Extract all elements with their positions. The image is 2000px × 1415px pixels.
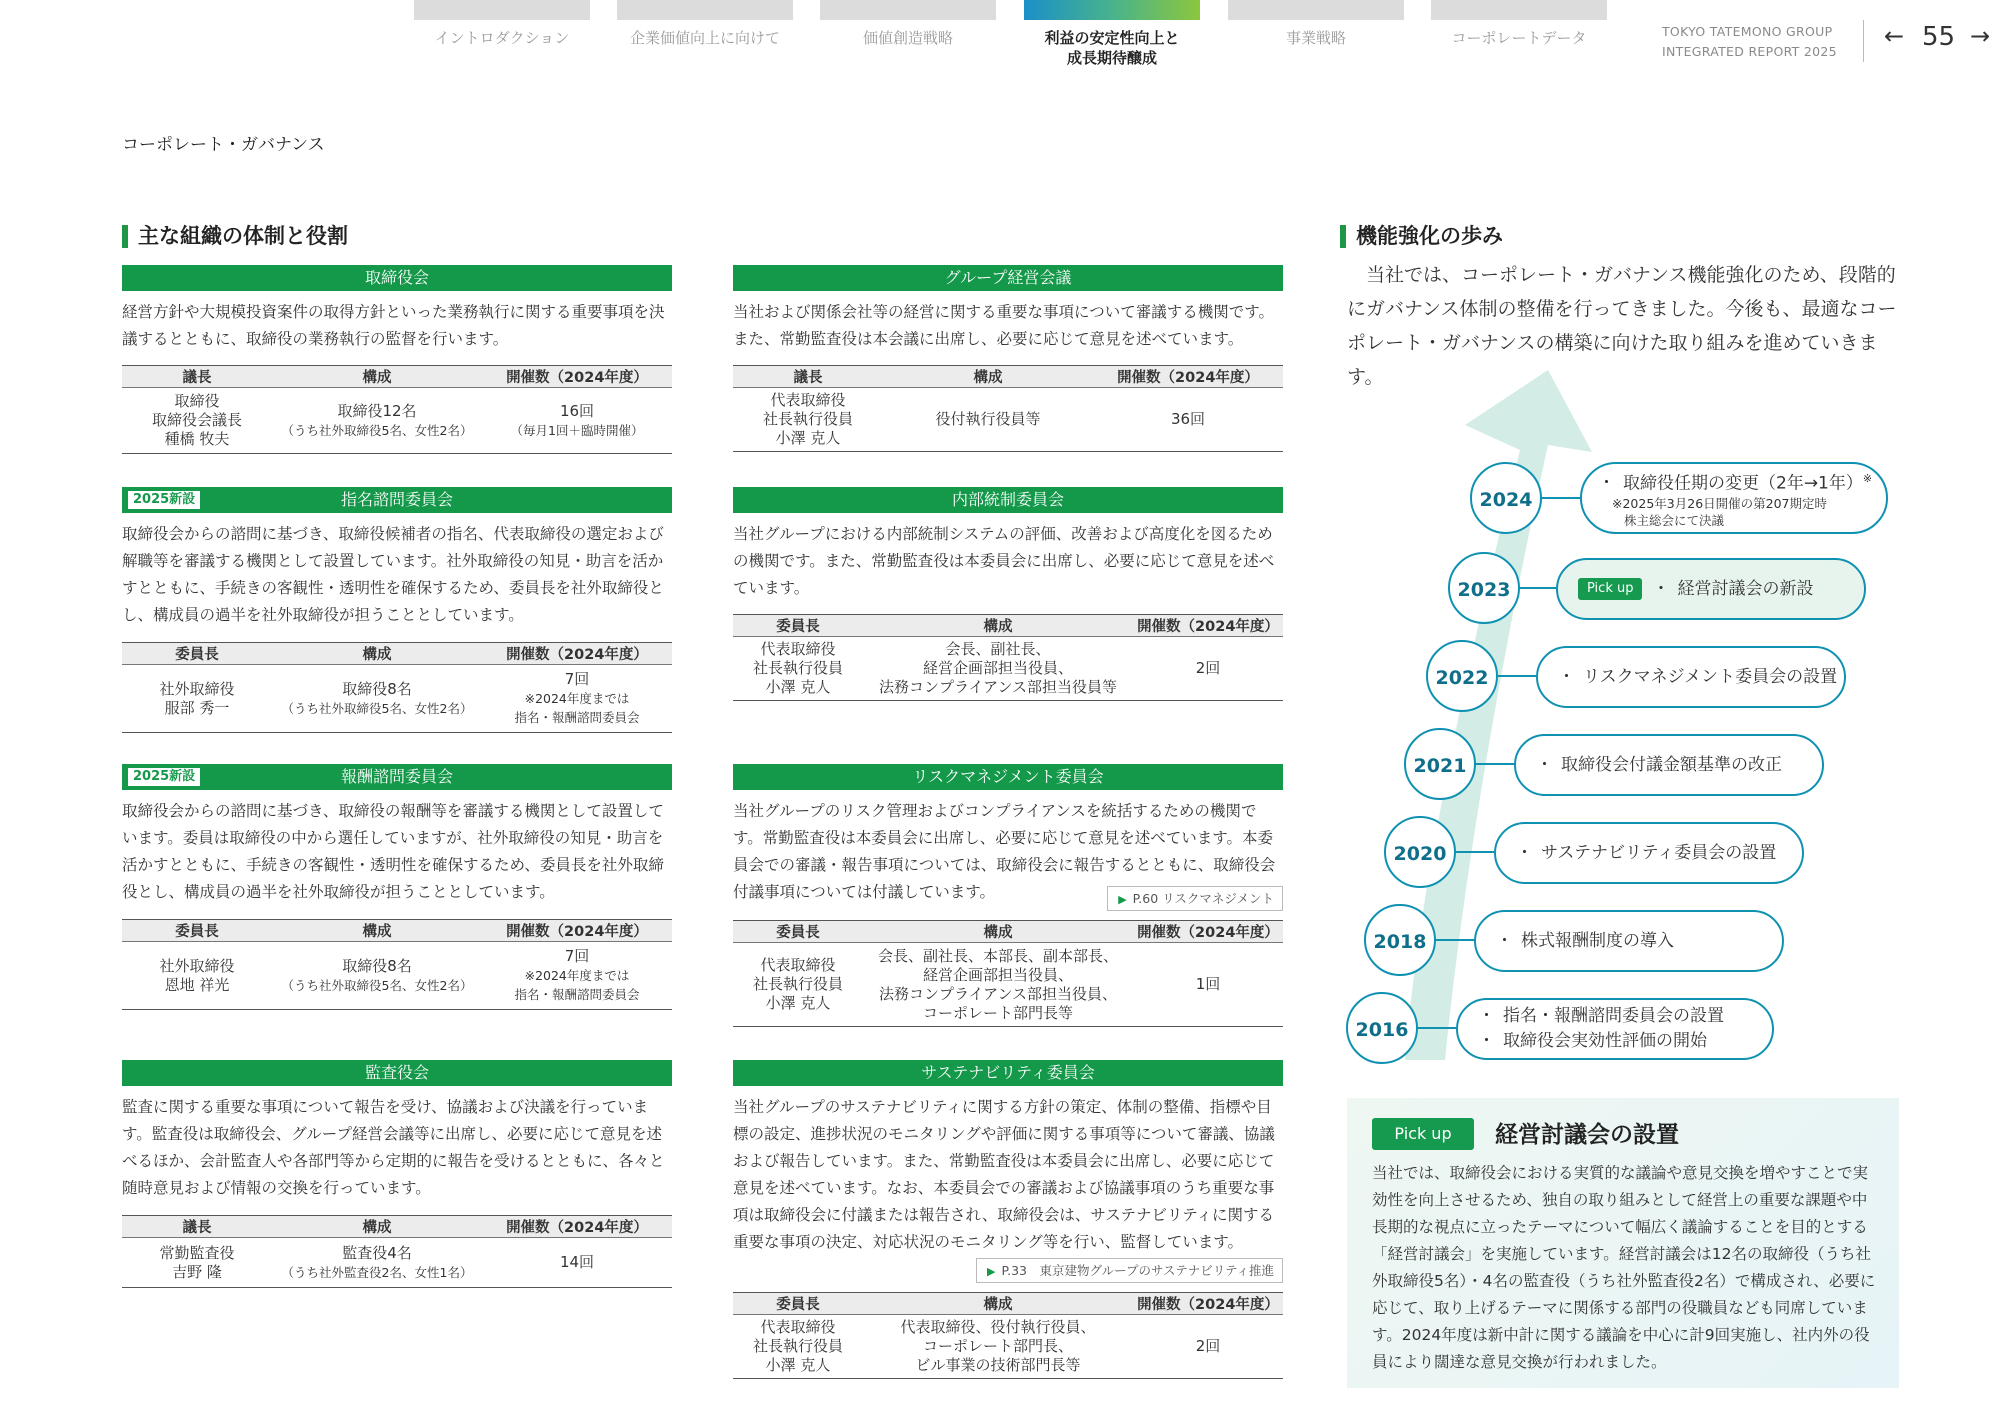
card-title: 監査役会 <box>122 1060 672 1086</box>
timeline-connector <box>1418 1027 1456 1029</box>
event-line <box>1478 1029 1772 1054</box>
pickup-tag: Pick up <box>1578 578 1642 600</box>
table-header: 委員長 <box>733 921 863 943</box>
table-header: 開催数（2024年度） <box>482 1216 672 1238</box>
event-note: ※2025年3月26日開催の第207期定時 <box>1612 496 1828 512</box>
timeline-event-2016 <box>1456 998 1774 1060</box>
cell-line: 監査役4名 <box>342 1243 412 1262</box>
cell-line: 法務コンプライアンス部担当役員、 <box>878 984 1118 1003</box>
cell-line: 会長、副社長、 <box>945 640 1051 658</box>
event-line <box>1536 752 1822 778</box>
table-header: 議長 <box>122 1216 272 1238</box>
prev-page-arrow-icon[interactable]: ← <box>1884 22 1905 50</box>
report-title-line2: INTEGRATED REPORT 2025 <box>1662 44 1837 59</box>
event-text: 指名・報酬諮問委員会の設置 <box>1503 1006 1724 1026</box>
cell-line: コーポレート部門長等 <box>922 1003 1073 1022</box>
pickup-panel <box>1347 1098 1899 1388</box>
cell-line: 36回 <box>1170 410 1206 428</box>
pickup-title: 経営討議会の設置 <box>1495 1122 1679 1148</box>
cell-note: （うち社外取締役5名、女性2名） <box>281 422 473 438</box>
cell-line: 1回 <box>1195 975 1221 993</box>
event-text: 取締役任期の変更（2年→1年） <box>1623 473 1863 494</box>
card-description: 当社グループのリスク管理およびコンプライアンスを統括するための機関です。常勤監査役は本委員会に出席し、必要に応じて意見を述べています。本委員会での審議・報告事項については、取締役会に報告するとともに、取締役会付議事項については付議しています。 <box>733 802 1276 901</box>
cell-line: 16回 <box>559 401 595 420</box>
year-circle-2016: 2016 <box>1346 992 1418 1064</box>
table-header: 委員長 <box>122 643 272 665</box>
nav-tab-label: コーポレートデータ <box>1451 29 1587 47</box>
main-heading: 主な組織の体制と役割 <box>122 224 348 248</box>
play-arrow-icon: ▶ <box>987 1265 996 1278</box>
table-header: 構成 <box>272 920 482 942</box>
cell-line: 取締役12名 <box>337 401 417 420</box>
cell-line: 14回 <box>559 1253 595 1271</box>
timeline-connector <box>1436 939 1474 941</box>
card-title: 内部統制委員会 <box>733 487 1283 513</box>
cell-line: 2回 <box>1195 659 1221 677</box>
card-description: 当社グループにおける内部統制システムの評価、改善および高度化を図るための機関です。また、常勤監査役は本委員会に出席し、必要に応じて意見を述べています。 <box>733 525 1275 597</box>
cell-note: （毎月1回＋臨時開催） <box>510 422 644 438</box>
card-description: 取締役会からの諮問に基づき、取締役候補者の指名、代表取締役の選定および解職等を審議する機関として設置しています。社外取締役の知見・助言を活かすとともに、手続きの客観性・透明性を確保するため、委員長を社外取締役とし、構成員の過半を社外取締役が担うこととしています。 <box>122 525 664 624</box>
cell-line: 代表取締役 <box>770 391 846 409</box>
card-title: グループ経営会議 <box>733 265 1283 291</box>
bullet-dot: ・ <box>1478 1031 1495 1051</box>
event-line <box>1578 576 1864 602</box>
year-circle-2021: 2021 <box>1404 728 1476 800</box>
nav-tab-label: 価値創造戦略 <box>862 29 953 47</box>
table-header: 構成 <box>863 1293 1133 1315</box>
bullet-dot: ・ <box>1598 473 1615 494</box>
table-header: 構成 <box>863 921 1133 943</box>
year-circle-2020: 2020 <box>1384 816 1456 888</box>
card-description: 当社および関係会社等の経営に関する重要な事項について審議する機関です。また、常勤監査役は本会議に出席し、必要に応じて意見を述べています。 <box>733 303 1274 348</box>
card-title-text: 報酬諮問委員会 <box>340 767 453 786</box>
cell-line: 種橋 牧夫 <box>164 430 230 448</box>
cell-line: 社長執行役員 <box>762 410 853 428</box>
cell-line: 社外取締役 <box>159 956 235 975</box>
table-header: 開催数（2024年度） <box>1133 921 1283 943</box>
timeline-event-2018 <box>1474 910 1784 972</box>
new-badge: 2025新設 <box>128 491 200 509</box>
new-badge: 2025新設 <box>128 768 200 786</box>
timeline-event-2021 <box>1514 734 1824 796</box>
cell-line: 経営企画部担当役員、 <box>922 965 1073 984</box>
cell-line: 代表取締役 <box>760 956 836 974</box>
bullet-dot: ・ <box>1558 667 1575 687</box>
event-line <box>1516 840 1802 866</box>
table-header: 開催数（2024年度） <box>482 366 672 388</box>
cell-note: ※2024年度までは <box>524 691 630 706</box>
cell-line: 代表取締役 <box>760 1318 836 1336</box>
timeline-connector <box>1476 763 1514 765</box>
cell-line: 吉野 隆 <box>172 1262 222 1281</box>
card-description: 経営方針や大規模投資案件の取得方針といった業務執行に関する重要事項を決議するとともに、取締役の業務執行の監督を行います。 <box>122 303 665 348</box>
event-text: 株式報酬制度の導入 <box>1521 931 1674 951</box>
cell-line: コーポレート部門長、 <box>922 1337 1073 1355</box>
table-header: 構成 <box>863 615 1133 637</box>
link-text: P.60 リスクマネジメント <box>1132 891 1274 906</box>
page-number: 55 <box>1922 22 1956 52</box>
card-title: リスクマネジメント委員会 <box>733 764 1283 790</box>
cell-line: 取締役8名 <box>342 679 412 698</box>
event-line <box>1558 664 1844 690</box>
table-header: 委員長 <box>122 920 272 942</box>
cell-line: 常勤監査役 <box>159 1243 235 1262</box>
section-label: コーポレート・ガバナンス <box>122 135 325 155</box>
cell-line: 役付執行役員等 <box>935 410 1041 428</box>
event-text: サステナビリティ委員会の設置 <box>1541 843 1777 863</box>
cell-line: 小澤 克人 <box>765 1356 831 1374</box>
table-header: 構成 <box>272 366 482 388</box>
timeline-heading: 機能強化の歩み <box>1340 224 1503 248</box>
card-description: 監査に関する重要な事項について報告を受け、協議および決議を行っています。監査役は取締役会、グループ経営会議等に出席し、必要に応じて意見を述べるほか、会計監査人や各部門等から定期的に報告を受けるとともに、各々と随時意見および情報の交換を行っています。 <box>122 1098 665 1197</box>
event-text: 取締役会付議金額基準の改正 <box>1561 755 1782 775</box>
table-header: 構成 <box>272 1216 482 1238</box>
cell-line: 代表取締役、役付執行役員、 <box>900 1318 1096 1336</box>
timeline-intro: 当社では、コーポレート・ガバナンス機能強化のため、段階的にガバナンス体制の整備を行ってきました。今後も、最適なコーポレート・ガバナンスの構築に向けた取り組みを進めていきます。 <box>1347 264 1897 388</box>
year-circle-2024: 2024 <box>1470 462 1542 534</box>
cell-line: 7回 <box>564 947 590 965</box>
bullet-dot: ・ <box>1516 843 1533 863</box>
report-title-line1: TOKYO TATEMONO GROUP <box>1662 24 1833 39</box>
cell-line: 恩地 祥光 <box>164 975 230 994</box>
card-title: 取締役会 <box>122 265 672 291</box>
timeline-connector <box>1520 587 1556 589</box>
cell-line: 2回 <box>1195 1337 1221 1355</box>
cell-line: ビル事業の技術部門長等 <box>915 1356 1081 1374</box>
cell-line: 小澤 克人 <box>765 994 831 1012</box>
card-description: 取締役会からの諮問に基づき、取締役の報酬等を審議する機関として設置しています。委員は取締役の中から選任していますが、社外取締役の知見・助言を活かすとともに、手続きの客観性・透明性を確保するため、委員長を社外取締役とし、構成員の過半を社外取締役が担うこととしています。 <box>122 802 664 901</box>
footnote-mark: ※ <box>1862 471 1873 485</box>
table-header: 構成 <box>883 366 1093 388</box>
cell-line: 取締役8名 <box>342 956 412 975</box>
cell-line: 経営企画部担当役員、 <box>922 659 1073 677</box>
table-header: 開催数（2024年度） <box>482 920 672 942</box>
cell-line: 服部 秀一 <box>164 698 230 717</box>
next-page-arrow-icon[interactable]: → <box>1970 22 1991 50</box>
cell-line: 社長執行役員 <box>752 975 843 993</box>
year-circle-2018: 2018 <box>1364 904 1436 976</box>
cell-line: 小澤 克人 <box>765 678 831 696</box>
cell-note: ※2024年度までは <box>524 968 630 983</box>
play-arrow-icon: ▶ <box>1118 893 1127 906</box>
table-header: 委員長 <box>733 615 863 637</box>
timeline-event-2023 <box>1556 558 1866 620</box>
event-line <box>1598 467 1886 496</box>
timeline-event-2022 <box>1536 646 1846 708</box>
timeline-connector <box>1542 497 1580 499</box>
year-circle-2022: 2022 <box>1426 640 1498 712</box>
event-line <box>1496 928 1782 954</box>
pickup-tag: Pick up <box>1372 1118 1474 1150</box>
event-text: リスクマネジメント委員会の設置 <box>1583 667 1838 687</box>
cell-note: 指名・報酬諮問委員会 <box>514 710 640 725</box>
event-line <box>1478 1004 1772 1029</box>
nav-tab-label: 事業戦略 <box>1285 29 1346 47</box>
cell-line: 社外取締役 <box>159 679 235 698</box>
cell-note: 指名・報酬諮問委員会 <box>514 987 640 1002</box>
cell-line: 代表取締役 <box>760 640 836 658</box>
timeline-connector <box>1456 851 1494 853</box>
cell-line: 取締役会議長 <box>151 411 242 429</box>
bullet-dot: ・ <box>1478 1006 1495 1026</box>
cell-note: （うち社外監査役2名、女性1名） <box>281 1264 473 1280</box>
nav-tab-label: イントロダクション <box>434 29 570 47</box>
bullet-dot: ・ <box>1536 755 1553 775</box>
cell-note: （うち社外取締役5名、女性2名） <box>281 700 473 716</box>
timeline-event-2024 <box>1580 462 1888 534</box>
cell-line: 取締役 <box>174 392 220 410</box>
table-header: 開催数（2024年度） <box>1133 615 1283 637</box>
cell-line: 会長、副社長、本部長、副本部長、 <box>877 946 1118 965</box>
timeline-event-2020 <box>1494 822 1804 884</box>
year-circle-2023: 2023 <box>1448 552 1520 624</box>
card-description: 当社グループのサステナビリティに関する方針の策定、体制の整備、指標や目標の設定、進捗状況のモニタリングや評価に関する事項等について審議、協議および報告しています。また、常勤監査役は本委員会に出席し、必要に応じて意見を述べています。なお、本委員会での審議および協議事項のうち重要な事項は取締役会に付議または報告され、取締役会は、サステナビリティに関する重要な事項の決定、対応状況のモニタリング等を行い、監督しています。 <box>733 1098 1275 1251</box>
pickup-body: 当社では、取締役会における実質的な議論や意見交換を増やすことで実効性を向上させるため、独自の取り組みとして経営上の重要な課題や中長期的な視点に立ったテーマについて幅広く議論することを目的とする「経営討議会」を実施しています。経営討議会は12名の取締役（うち社外取締役5名）・4名の監査役（うち社外監査役2名）で構成され、必要に応じて、取り上げるテーマに関係する部門の役職員なども同席しています。2024年度は新中計に関する議論を中心に計9回実施し、社内外の役員により闊達な意見交換が行われました。 <box>1372 1164 1876 1371</box>
timeline-connector <box>1498 675 1536 677</box>
nav-tab-label: 企業価値向上に向けて <box>629 29 780 47</box>
event-text: 取締役会実効性評価の開始 <box>1503 1031 1707 1051</box>
event-note: 株主総会にて決議 <box>1624 513 1725 529</box>
table-header: 構成 <box>272 643 482 665</box>
link-text: P.33 東京建物グループのサステナビリティ推進 <box>1001 1263 1274 1278</box>
card-title: サステナビリティ委員会 <box>733 1060 1283 1086</box>
cell-line: 小澤 克人 <box>775 429 841 447</box>
table-header: 委員長 <box>733 1293 863 1315</box>
table-header: 議長 <box>733 366 883 388</box>
cell-note: （うち社外取締役5名、女性2名） <box>281 977 473 993</box>
table-header: 開催数（2024年度） <box>1093 366 1283 388</box>
event-text: 経営討議会の新設 <box>1677 579 1814 599</box>
card-title-text: 指名諮問委員会 <box>340 490 453 509</box>
table-header: 開催数（2024年度） <box>482 643 672 665</box>
cell-line: 7回 <box>564 670 590 688</box>
table-header: 開催数（2024年度） <box>1133 1293 1283 1315</box>
bullet-dot: ・ <box>1652 579 1670 599</box>
nav-tab-label: 利益の安定性向上と 成長期待醸成 <box>1044 29 1180 67</box>
cell-line: 社長執行役員 <box>752 1337 843 1355</box>
cell-line: 社長執行役員 <box>752 659 843 677</box>
cell-line: 法務コンプライアンス部担当役員等 <box>878 678 1118 696</box>
bullet-dot: ・ <box>1496 931 1513 951</box>
table-header: 議長 <box>122 366 272 388</box>
